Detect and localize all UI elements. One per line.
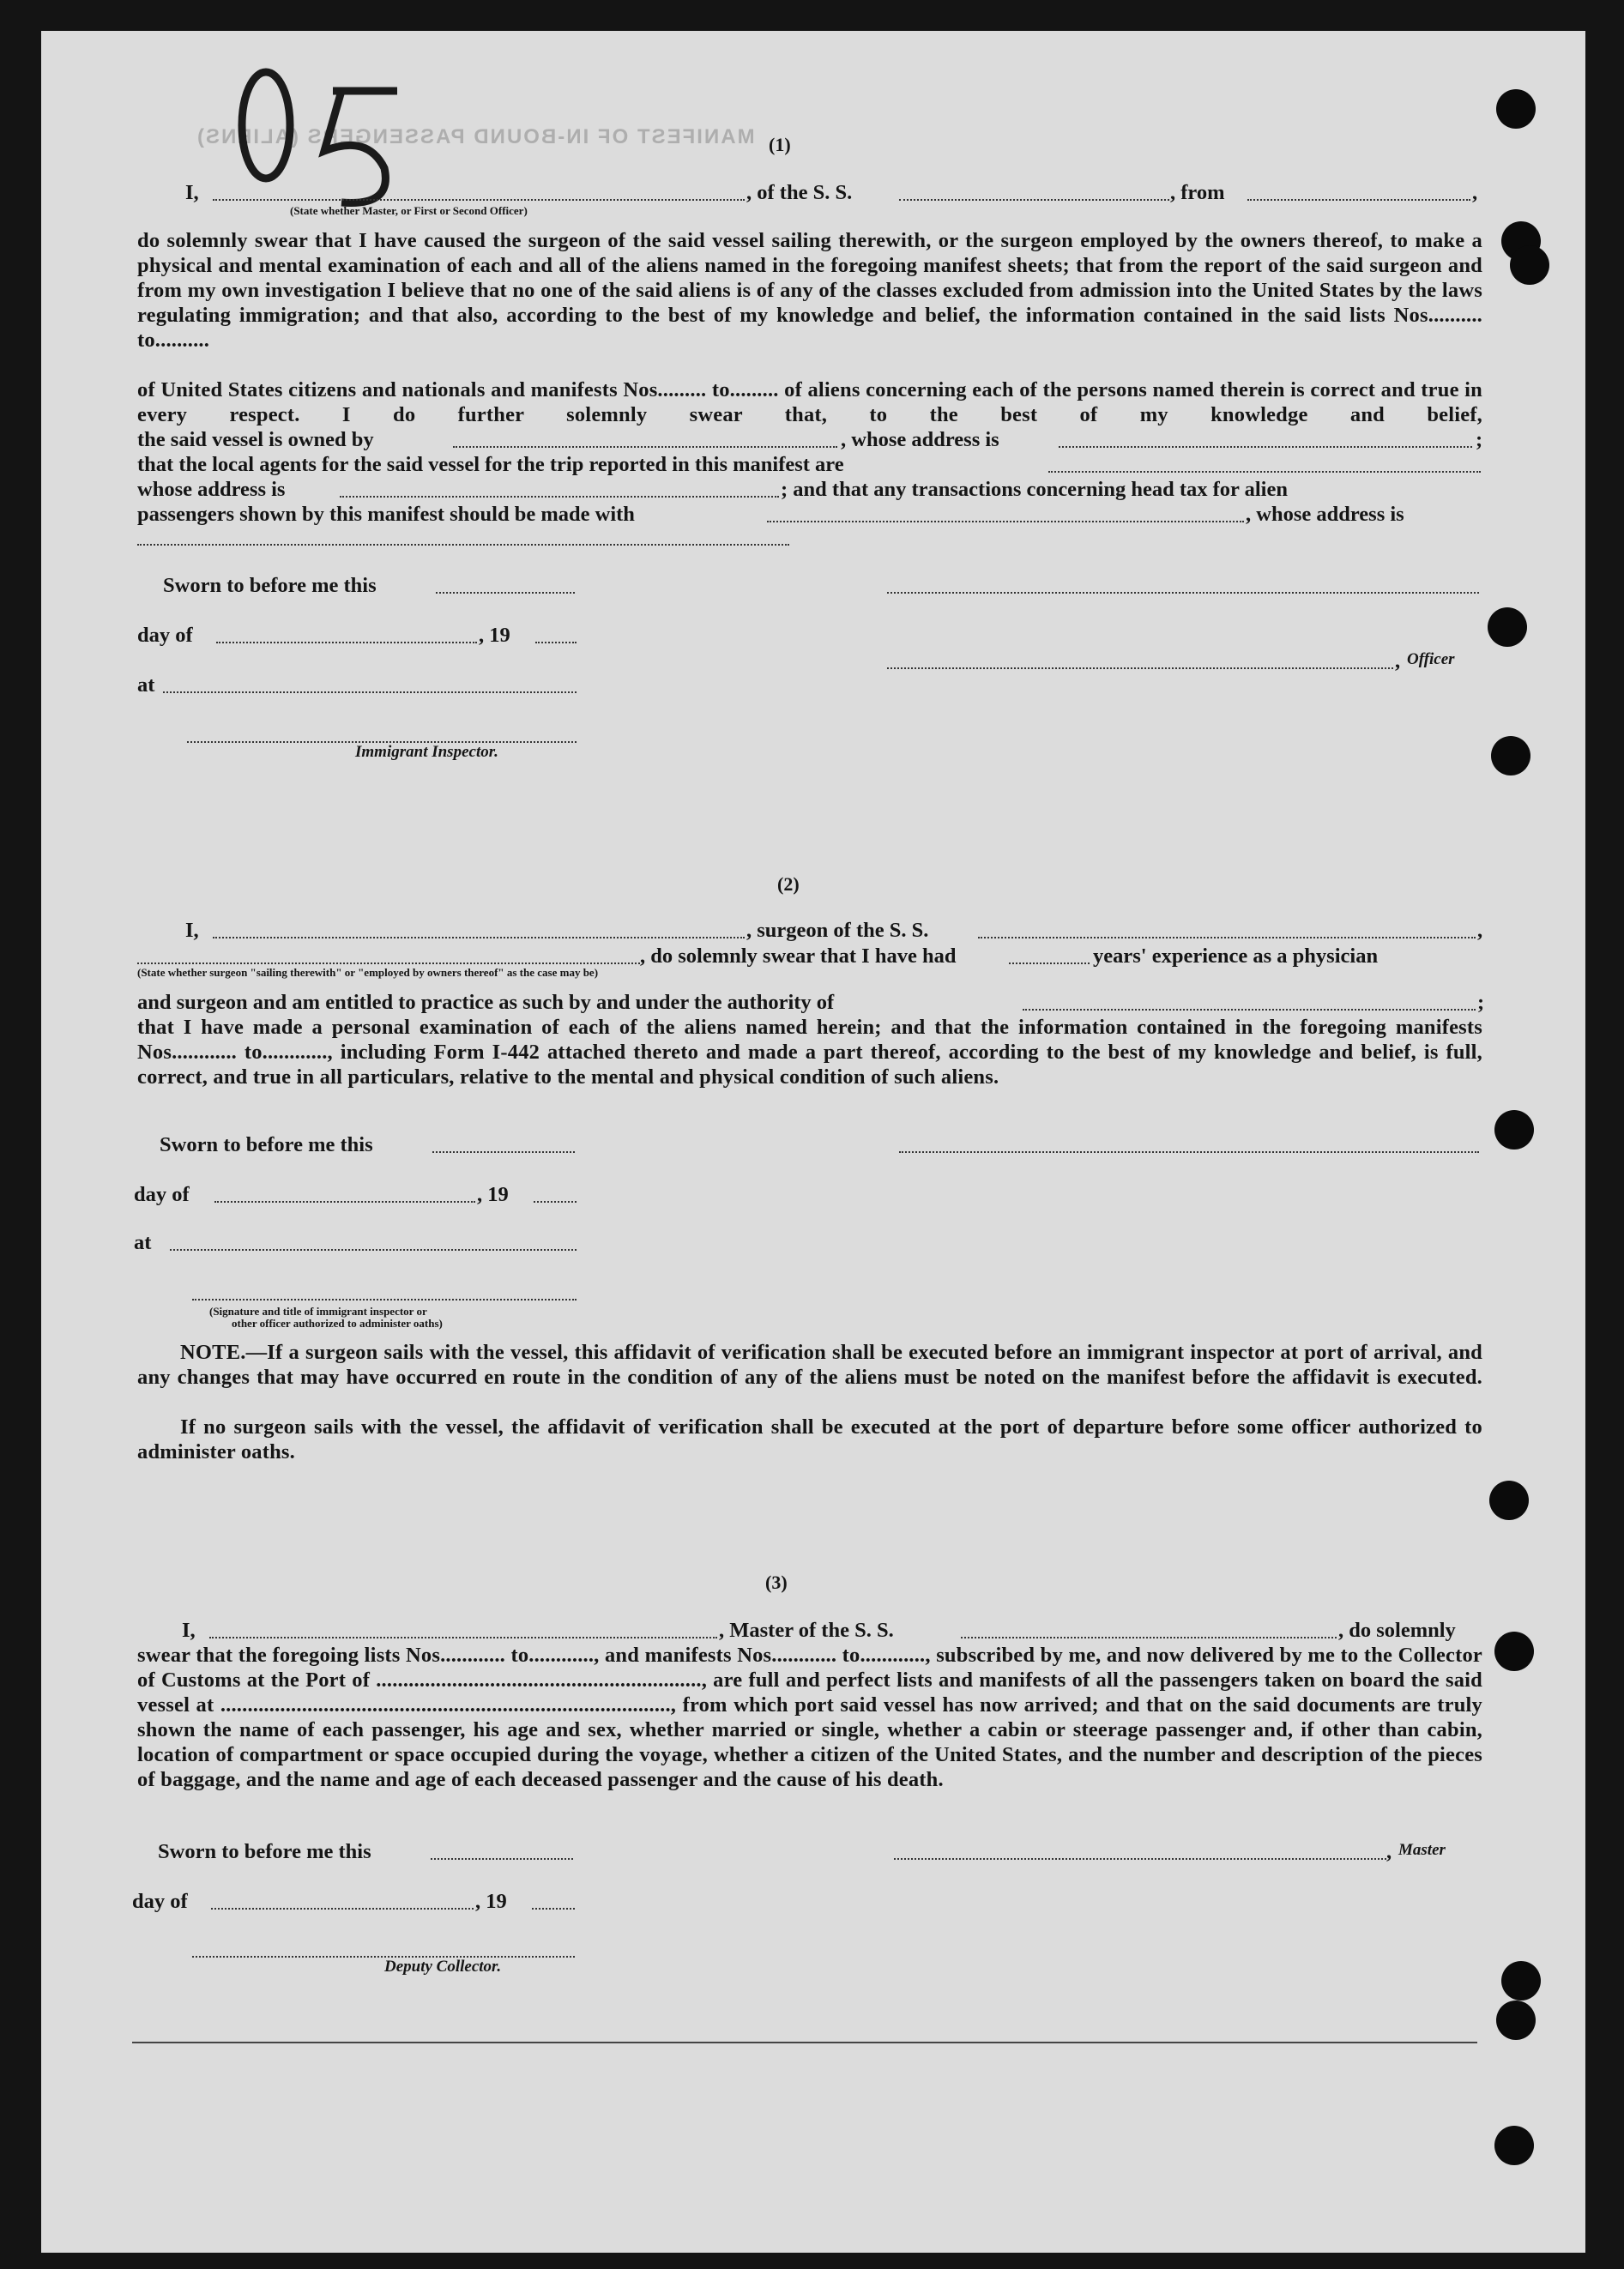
s2-authority-field[interactable] bbox=[1023, 1009, 1476, 1011]
s3-ship-name-field[interactable] bbox=[961, 1637, 1337, 1638]
binder-hole bbox=[1494, 1632, 1534, 1671]
s1-i-label: I, bbox=[185, 181, 199, 204]
s1-officer-name-field[interactable] bbox=[213, 199, 745, 201]
s1-body-paragraph: do solemnly swear that I have caused the surgeon of the said vessel sailing therewith, or the surgeon employed by the owners thereof, to make a physical and mental examination of each and all of the aliens named in the foregoing manifest sheets; that from the report of the said surgeon and from my own investigation I believe that no one of the said aliens is of any of the classes excluded from admission into the United States by the laws regulating immigration; and that also, according to the best of my knowledge and belief, the information contained in the said lists Nos.......... to.......... bbox=[137, 229, 1482, 352]
s1-owner-address-field[interactable] bbox=[1059, 446, 1472, 448]
binder-hole bbox=[1489, 1481, 1529, 1520]
s2-year-field[interactable] bbox=[534, 1201, 577, 1203]
s2-i-label: I, bbox=[185, 919, 199, 942]
s1-day-of-label: day of bbox=[137, 624, 193, 647]
s2-at-label: at bbox=[134, 1231, 152, 1254]
s2-body-paragraph: that I have made a personal examination of each of the aliens named herein; and that the information contained in the foregoing manifests Nos............ to............, including Form I-442 attached thereto and made a part thereof, according to the best of my knowledge and belief, is full, correct, and true in all particulars, relative to the mental and physical condition of such aliens. bbox=[137, 1016, 1482, 1089]
s2-day-of-label: day of bbox=[134, 1183, 190, 1206]
s1-signature-field[interactable] bbox=[887, 592, 1479, 594]
s2-ship-name-field[interactable] bbox=[978, 937, 1476, 938]
section-1-number: (1) bbox=[769, 134, 791, 155]
s1-owner-address-label: , whose address is bbox=[841, 428, 999, 451]
s2-sworn-date-field[interactable] bbox=[432, 1151, 575, 1153]
s2-surgeon-name-field[interactable] bbox=[213, 937, 745, 938]
s1-party-address-label: , whose address is bbox=[1246, 503, 1404, 526]
s2-note-paragraph-2: If no surgeon sails with the vessel, the affidavit of verification shall be executed at the port of departure before some officer authorized to administer oaths. bbox=[137, 1415, 1482, 1463]
section-3-number: (3) bbox=[765, 1572, 788, 1593]
s1-agents-field[interactable] bbox=[1048, 471, 1481, 473]
s1-year-label: , 19 bbox=[479, 624, 510, 647]
s2-inspector-signature-field[interactable] bbox=[192, 1299, 577, 1300]
s2-years-field[interactable] bbox=[1009, 963, 1090, 964]
s2-sworn-label: Sworn to before me this bbox=[160, 1133, 373, 1156]
s3-master-signature-field[interactable] bbox=[894, 1858, 1386, 1860]
s2-note-paragraph bbox=[137, 1340, 1482, 1390]
s2-authority-label: and surgeon and am entitled to practice as such by and under the authority of bbox=[137, 991, 835, 1014]
binder-hole bbox=[1494, 1110, 1534, 1150]
s1-sworn-date-field[interactable] bbox=[436, 592, 575, 594]
s1-owned-label: the said vessel is owned by bbox=[137, 428, 374, 451]
s3-master-of-label: , Master of the S. S. bbox=[719, 1619, 894, 1642]
s2-year-label: , 19 bbox=[477, 1183, 509, 1206]
s1-from-field[interactable] bbox=[1247, 199, 1470, 201]
s1-agent-address-field[interactable] bbox=[340, 496, 779, 498]
s1-officer-subcaption: (State whether Master, or First or Second Officer) bbox=[290, 204, 528, 217]
s3-solemnly-label: , do solemnly bbox=[1338, 1619, 1456, 1642]
s2-semicolon: ; bbox=[1477, 991, 1485, 1014]
s1-officer-comma: , bbox=[1395, 649, 1401, 673]
s1-semicolon: ; bbox=[1476, 428, 1483, 451]
s1-body-paragraph-2: of United States citizens and nationals and manifests Nos......... to......... of aliens concerning each of the persons named therein is correct and true in every respect. I do further solemnly swear that, to the best of my knowledge and belief, bbox=[137, 378, 1482, 426]
document-sheet bbox=[41, 31, 1585, 2253]
binder-hole bbox=[1491, 736, 1530, 775]
s1-headtax-party-field[interactable] bbox=[767, 521, 1244, 522]
binder-hole bbox=[1510, 245, 1549, 285]
s3-collector-label: Deputy Collector. bbox=[384, 1958, 502, 1976]
s2-note-text: —If a surgeon sails with the vessel, this affidavit of verification shall be executed before an immigrant inspector at port of arrival, and any changes that may have occurred en route in the condition of any of the aliens must be noted on the manifest before the affidavit is executed. bbox=[137, 1341, 1482, 1389]
s2-surgeon-type-field[interactable] bbox=[137, 963, 640, 964]
s1-inspector-label: Immigrant Inspector. bbox=[355, 743, 498, 761]
s1-headtax-label: ; and that any transactions concerning head tax for alien bbox=[781, 478, 1288, 501]
s1-party-address-field[interactable] bbox=[137, 544, 789, 546]
handwritten-mark bbox=[213, 57, 436, 211]
s1-at-field[interactable] bbox=[163, 691, 577, 693]
s1-officer-signature-field[interactable] bbox=[887, 667, 1393, 669]
bottom-rule bbox=[132, 2042, 1477, 2043]
s2-sig-caption-1: (Signature and title of immigrant inspector or bbox=[209, 1305, 427, 1318]
s2-comma: , bbox=[1477, 919, 1483, 942]
s1-sworn-label: Sworn to before me this bbox=[163, 574, 377, 597]
s2-surgeon-of-label: , surgeon of the S. S. bbox=[746, 919, 929, 942]
s2-sig-caption-2: other officer authorized to administer oaths) bbox=[232, 1317, 443, 1330]
s3-body-paragraph: swear that the foregoing lists Nos............ to............, and manifests Nos............ to............, subscribed by me, and now delivered by me to the Collector of Customs at the Port of ............................................................, are full and perfect lists and manifests of all the passengers taken on board the said vessel at ..................................................................................., from which port said vessel has now arrived; and that on the said documents are truly shown the name of each passenger, his age and sex, whether married or single, whether a cabin or steerage passenger and, if other than cabin, location of compartment or space occupied during the voyage, whether a citizen of the United States, and the number and description of the pieces of baggage, and the name and age of each deceased passenger and the cause of his death. bbox=[137, 1644, 1482, 1791]
s3-master-name-field[interactable] bbox=[209, 1637, 717, 1638]
s3-year-label: , 19 bbox=[475, 1890, 507, 1913]
section-2-number: (2) bbox=[777, 873, 800, 895]
s3-collector-signature-field[interactable] bbox=[192, 1956, 575, 1958]
s2-signature-field[interactable] bbox=[899, 1151, 1479, 1153]
s3-day-of-label: day of bbox=[132, 1890, 188, 1913]
s3-master-label: Master bbox=[1398, 1841, 1446, 1859]
binder-hole bbox=[1496, 2000, 1536, 2040]
s1-officer-label: Officer bbox=[1407, 650, 1455, 668]
binder-hole bbox=[1488, 607, 1527, 647]
s1-passengers-label: passengers shown by this manifest should be made with bbox=[137, 503, 635, 526]
s3-sworn-label: Sworn to before me this bbox=[158, 1840, 371, 1863]
s2-note-heading: NOTE. bbox=[180, 1341, 246, 1364]
s3-sworn-date-field[interactable] bbox=[431, 1858, 573, 1860]
binder-hole bbox=[1496, 89, 1536, 129]
s3-i-label: I, bbox=[182, 1619, 196, 1642]
s1-from-label: , from bbox=[1170, 181, 1225, 204]
s2-type-subcaption: (State whether surgeon "sailing therewith" or "employed by owners thereof" as the case may be) bbox=[137, 966, 599, 979]
s1-ship-name-field[interactable] bbox=[899, 199, 1169, 201]
s1-comma: , bbox=[1472, 181, 1478, 204]
bleed-through-text: MANIFEST OF IN-BOUND PASSENGERS (ALIENS) bbox=[196, 125, 755, 148]
s2-swear-label: , do solemnly swear that I have had bbox=[640, 944, 957, 968]
s1-agent-address-label: whose address is bbox=[137, 478, 286, 501]
s1-owner-field[interactable] bbox=[453, 446, 837, 448]
s3-year-field[interactable] bbox=[532, 1908, 575, 1910]
binder-hole bbox=[1501, 1961, 1541, 2000]
s3-month-field[interactable] bbox=[211, 1908, 474, 1910]
s2-month-field[interactable] bbox=[214, 1201, 475, 1203]
s1-at-label: at bbox=[137, 673, 155, 697]
s2-at-field[interactable] bbox=[170, 1249, 577, 1251]
s1-year-field[interactable] bbox=[535, 642, 577, 643]
s1-month-field[interactable] bbox=[216, 642, 477, 643]
s1-agents-label: that the local agents for the said vessel for the trip reported in this manifest are bbox=[137, 453, 844, 476]
s2-years-label: years' experience as a physician bbox=[1093, 944, 1379, 968]
binder-hole bbox=[1494, 2126, 1534, 2165]
s3-master-comma: , bbox=[1386, 1840, 1392, 1863]
s1-of-ss-label: , of the S. S. bbox=[746, 181, 853, 204]
